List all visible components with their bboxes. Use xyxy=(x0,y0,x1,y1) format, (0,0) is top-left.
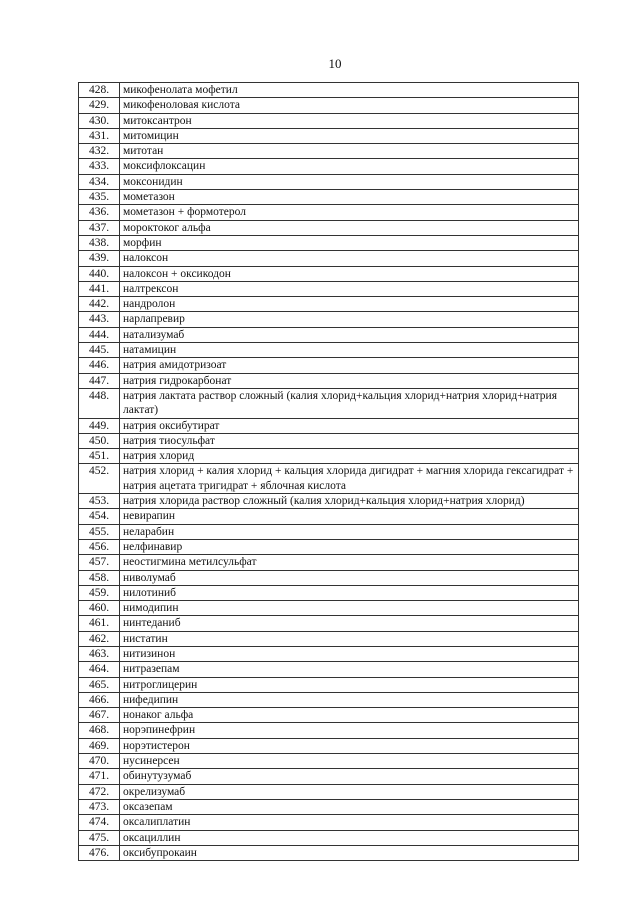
drug-name: нусинерсен xyxy=(120,754,579,769)
drug-name: митотан xyxy=(120,144,579,159)
table-row xyxy=(79,433,579,448)
table-row xyxy=(79,113,579,128)
row-number: 434. xyxy=(79,174,120,189)
row-number: 470. xyxy=(79,754,120,769)
table-row xyxy=(79,388,579,418)
drug-name: моксифлоксацин xyxy=(120,159,579,174)
row-number: 443. xyxy=(79,312,120,327)
drug-name: микофенолата мофетил xyxy=(120,83,579,98)
drug-name: нилотиниб xyxy=(120,585,579,600)
row-number: 438. xyxy=(79,235,120,250)
drug-name: митомицин xyxy=(120,128,579,143)
table-row xyxy=(79,98,579,113)
drug-name: натализумаб xyxy=(120,327,579,342)
drug-name: оксалиплатин xyxy=(120,815,579,830)
page-number: 10 xyxy=(328,56,342,71)
row-number: 445. xyxy=(79,343,120,358)
drug-name: нандролон xyxy=(120,297,579,312)
drug-name: натрия лактата раствор сложный (калия хлорид+кальция хлорид+натрия хлорид+натрия лактат) xyxy=(120,388,579,418)
row-number: 460. xyxy=(79,601,120,616)
table-row xyxy=(79,601,579,616)
drug-name: неларабин xyxy=(120,524,579,539)
drug-name: натрия амидотризоат xyxy=(120,358,579,373)
row-number: 436. xyxy=(79,205,120,220)
row-number: 457. xyxy=(79,555,120,570)
table-row xyxy=(79,266,579,281)
table-row xyxy=(79,662,579,677)
table-row xyxy=(79,205,579,220)
row-number: 468. xyxy=(79,723,120,738)
row-number: 462. xyxy=(79,631,120,646)
table-row xyxy=(79,358,579,373)
drug-name: моксонидин xyxy=(120,174,579,189)
row-number: 439. xyxy=(79,251,120,266)
table-row xyxy=(79,723,579,738)
row-number: 476. xyxy=(79,845,120,860)
drug-name: натрия гидрокарбонат xyxy=(120,373,579,388)
table-row xyxy=(79,646,579,661)
drug-name: нонаког альфа xyxy=(120,708,579,723)
row-number: 473. xyxy=(79,799,120,814)
row-number: 441. xyxy=(79,281,120,296)
drug-name: ниволумаб xyxy=(120,570,579,585)
row-number: 433. xyxy=(79,159,120,174)
row-number: 465. xyxy=(79,677,120,692)
row-number: 449. xyxy=(79,418,120,433)
table-row xyxy=(79,754,579,769)
table-row xyxy=(79,555,579,570)
row-number: 463. xyxy=(79,646,120,661)
row-number: 429. xyxy=(79,98,120,113)
table-row xyxy=(79,692,579,707)
row-number: 452. xyxy=(79,464,120,494)
table-row xyxy=(79,144,579,159)
drug-name: мометазон xyxy=(120,190,579,205)
drug-name: невирапин xyxy=(120,509,579,524)
drug-name: оксациллин xyxy=(120,830,579,845)
row-number: 461. xyxy=(79,616,120,631)
drug-name: оксибупрокаин xyxy=(120,845,579,860)
row-number: 451. xyxy=(79,449,120,464)
row-number: 446. xyxy=(79,358,120,373)
drug-name: митоксантрон xyxy=(120,113,579,128)
table-row xyxy=(79,570,579,585)
table-row xyxy=(79,464,579,494)
drug-name: неостигмина метилсульфат xyxy=(120,555,579,570)
row-number: 456. xyxy=(79,539,120,554)
table-row xyxy=(79,190,579,205)
table-row xyxy=(79,708,579,723)
drug-name: обинутузумаб xyxy=(120,769,579,784)
row-number: 469. xyxy=(79,738,120,753)
drug-name: норэтистерон xyxy=(120,738,579,753)
drug-name: норэпинефрин xyxy=(120,723,579,738)
row-number: 471. xyxy=(79,769,120,784)
table-row xyxy=(79,297,579,312)
table-row xyxy=(79,539,579,554)
row-number: 440. xyxy=(79,266,120,281)
table-row xyxy=(79,845,579,860)
drug-name: натрия хлорида раствор сложный (калия хлорид+кальция хлорид+натрия хлорид) xyxy=(120,494,579,509)
drug-name: оксазепам xyxy=(120,799,579,814)
table-row xyxy=(79,616,579,631)
drug-list-table xyxy=(78,82,579,861)
drug-name: мороктоког альфа xyxy=(120,220,579,235)
table-row xyxy=(79,449,579,464)
row-number: 458. xyxy=(79,570,120,585)
table-row xyxy=(79,251,579,266)
row-number: 472. xyxy=(79,784,120,799)
row-number: 466. xyxy=(79,692,120,707)
drug-name: нитизинон xyxy=(120,646,579,661)
table-row xyxy=(79,343,579,358)
row-number: 444. xyxy=(79,327,120,342)
table-row xyxy=(79,281,579,296)
table-row xyxy=(79,769,579,784)
table-row xyxy=(79,509,579,524)
table-row xyxy=(79,631,579,646)
row-number: 430. xyxy=(79,113,120,128)
drug-name: натамицин xyxy=(120,343,579,358)
drug-name: окрелизумаб xyxy=(120,784,579,799)
drug-name: мометазон + формотерол xyxy=(120,205,579,220)
row-number: 459. xyxy=(79,585,120,600)
row-number: 435. xyxy=(79,190,120,205)
row-number: 464. xyxy=(79,662,120,677)
table-row xyxy=(79,235,579,250)
table-row xyxy=(79,220,579,235)
table-row xyxy=(79,815,579,830)
drug-name: натрия хлорид + калия хлорид + кальция хлорида дигидрат + магния хлорида гексагидрат + натрия ацетата тригидрат + яблочная кислота xyxy=(120,464,579,494)
drug-name: налтрексон xyxy=(120,281,579,296)
table-row xyxy=(79,159,579,174)
drug-name: нифедипин xyxy=(120,692,579,707)
drug-name: налоксон xyxy=(120,251,579,266)
table-row xyxy=(79,373,579,388)
drug-name: натрия хлорид xyxy=(120,449,579,464)
drug-name: нелфинавир xyxy=(120,539,579,554)
table-row xyxy=(79,312,579,327)
drug-name: нинтеданиб xyxy=(120,616,579,631)
table-row xyxy=(79,738,579,753)
row-number: 442. xyxy=(79,297,120,312)
table-row xyxy=(79,128,579,143)
table-row xyxy=(79,494,579,509)
drug-name: нарлапревир xyxy=(120,312,579,327)
table-row xyxy=(79,524,579,539)
drug-name: нимодипин xyxy=(120,601,579,616)
table-row xyxy=(79,327,579,342)
table-row xyxy=(79,174,579,189)
row-number: 454. xyxy=(79,509,120,524)
row-number: 475. xyxy=(79,830,120,845)
table-row xyxy=(79,418,579,433)
drug-name: нистатин xyxy=(120,631,579,646)
drug-name: микофеноловая кислота xyxy=(120,98,579,113)
row-number: 455. xyxy=(79,524,120,539)
drug-name: натрия тиосульфат xyxy=(120,433,579,448)
row-number: 432. xyxy=(79,144,120,159)
row-number: 474. xyxy=(79,815,120,830)
row-number: 447. xyxy=(79,373,120,388)
drug-list-body xyxy=(79,83,579,861)
drug-name: нитразепам xyxy=(120,662,579,677)
drug-name: натрия оксибутират xyxy=(120,418,579,433)
table-row xyxy=(79,784,579,799)
table-row xyxy=(79,83,579,98)
drug-name: морфин xyxy=(120,235,579,250)
table-row xyxy=(79,799,579,814)
row-number: 431. xyxy=(79,128,120,143)
table-row xyxy=(79,677,579,692)
row-number: 453. xyxy=(79,494,120,509)
row-number: 448. xyxy=(79,388,120,418)
table-row xyxy=(79,585,579,600)
row-number: 450. xyxy=(79,433,120,448)
row-number: 428. xyxy=(79,83,120,98)
table-row xyxy=(79,830,579,845)
drug-name: налоксон + оксикодон xyxy=(120,266,579,281)
row-number: 437. xyxy=(79,220,120,235)
row-number: 467. xyxy=(79,708,120,723)
drug-name: нитроглицерин xyxy=(120,677,579,692)
